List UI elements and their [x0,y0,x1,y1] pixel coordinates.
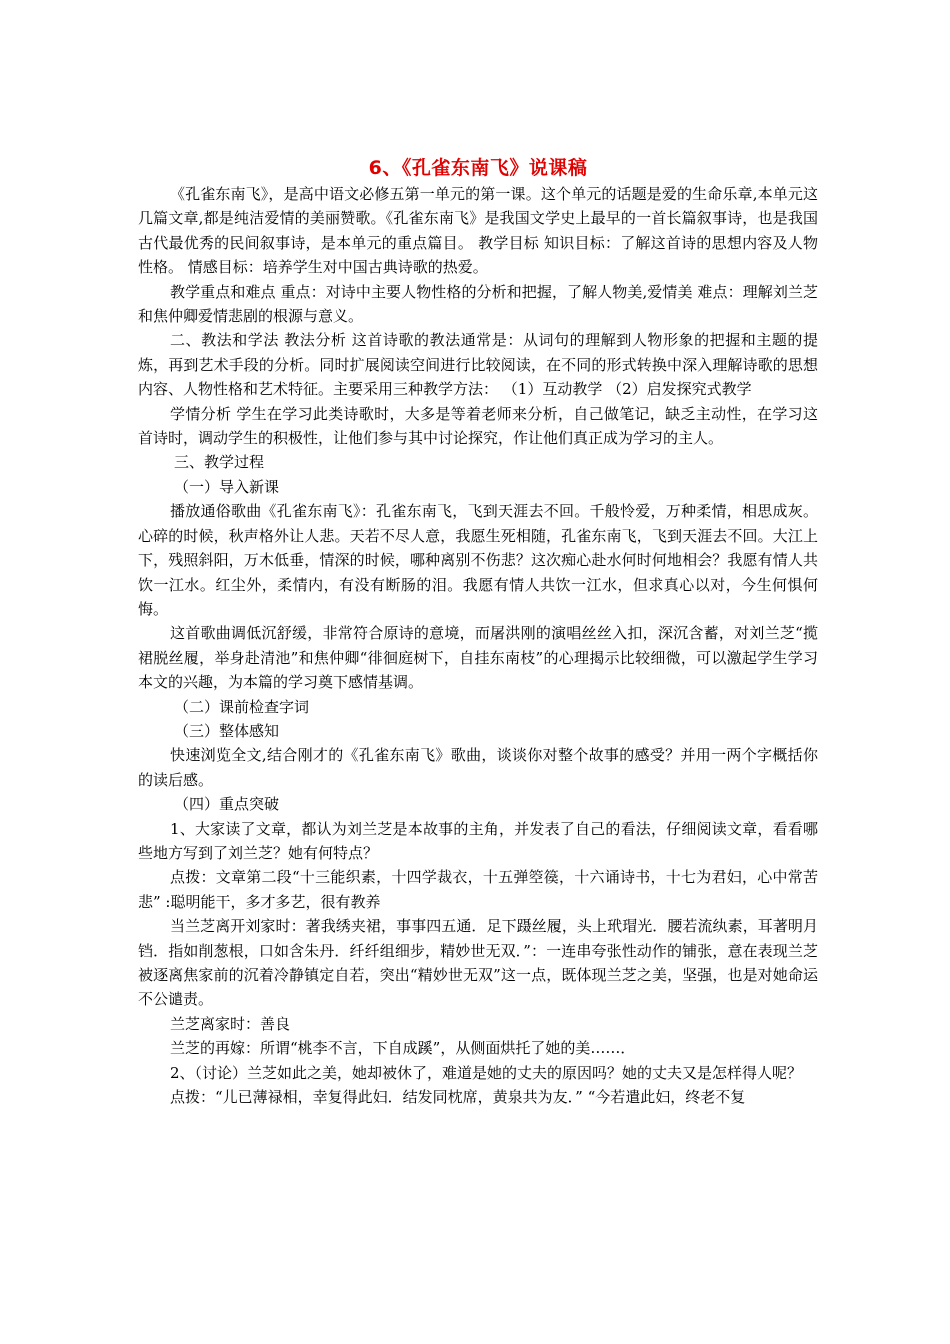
paragraph-intro: 《孔雀东南飞》，是高中语文必修五第一单元的第一课。这个单元的话题是爱的生命乐章,本单元这几篇文章,都是纯洁爱情的美丽赞歌。《孔雀东南飞》是我国文学史上最早的一首长篇叙事诗，也是我国古代最优秀的民间叙事诗，是本单元的重点篇目。 教学目标 知识目标：了解这首诗的思想内容及人物性格。 情感目标：培养学生对中国古典诗歌的热爱。 [138,185,818,277]
paragraph-teaching-methods: 二、教法和学法 教法分析 这首诗歌的教法通常是：从词句的理解到人物形象的把握和主题的提炼，再到艺术手段的分析。同时扩展阅读空间进行比较阅读，在不同的形式转换中深入理解诗歌的思想内容、人物性格和艺术特征。主要采用三种教学方法： （1）互动教学 （2）启发探究式教学 [138,331,818,399]
paragraph-song-analysis: 这首歌曲调低沉舒缓，非常符合原诗的意境，而屠洪刚的演唱丝丝入扣，深沉含蓄，对刘兰芝“揽裙脱丝履，举身赴清池”和焦仲卿“徘徊庭树下，自挂东南枝”的心理揭示比较细微，可以激起学生学习本文的兴趣，为本篇的学习奠下感情基调。 [138,624,818,692]
paragraph-remarriage: 兰芝的再嫁：所谓“桃李不言，下自成蹊”，从侧面烘托了她的美……． [170,1039,636,1058]
section-heading-teaching-process: 三、教学过程 [174,453,265,472]
paragraph-leaving-home: 兰芝离家时：善良 [170,1014,291,1033]
subsection-heading-overall: （三）整体感知 [174,721,280,740]
paragraph-key-points: 教学重点和难点 重点：对诗中主要人物性格的分析和把握，了解人物美,爱情美 难点：理解刘兰芝和焦仲卿爱情悲剧的根源与意义。 [138,282,818,326]
subsection-heading-vocabulary: （二）课前检查字词 [174,697,310,716]
paragraph-question-2: 2、（讨论）兰芝如此之美，她却被休了，难道是她的丈夫的原因吗？她的丈夫又是怎样得人呢？ [170,1063,803,1082]
subsection-heading-introduction: （一）导入新课 [174,477,280,496]
paragraph-hint-2: 点拨：“儿已薄禄相，幸复得此妇．结发同枕席，黄泉共为友．” “今若遣此妇，终老不复 [170,1088,746,1107]
paragraph-leaving-liu: 当兰芝离开刘家时：著我绣夹裙，事事四五通．足下蹑丝履，头上玳瑁光．腰若流纨素，耳著明月铛．指如削葱根，口如含朱丹．纤纤组细步，精妙世无双．”：一连串夸张性动作的铺张，意在表现兰芝被逐离焦家前的沉着冷静镇定自若，突出“精妙世无双”这一点，既体现兰芝之美，坚强，也是对她命运不公谴责。 [138,917,818,1009]
paragraph-learner-analysis: 学情分析 学生在学习此类诗歌时，大多是等着老师来分析，自己做笔记，缺乏主动性，在学习这首诗时，调动学生的积极性，让他们参与其中讨论探究，作让他们真正成为学习的主人。 [138,404,818,448]
paragraph-hint-1: 点拨：文章第二段“十三能织素，十四学裁衣，十五弹箜篌，十六诵诗书，十七为君妇，心中常苦悲” :聪明能干，多才多艺，很有教养 [138,868,818,911]
paragraph-question-1: 1、大家读了文章，都认为刘兰芝是本故事的主角，并发表了自己的看法，仔细阅读文章，看看哪些地方写到了刘兰芝？她有何特点？ [138,819,818,862]
document-page [138,155,818,1109]
document-title: 6、《孔雀东南飞》说课稿 [368,157,588,179]
paragraph-overall-task: 快速浏览全文,结合刚才的《孔雀东南飞》歌曲，谈谈你对整个故事的感受？并用一两个字概括你的读后感。 [138,746,818,789]
subsection-heading-breakthrough: （四）重点突破 [174,795,280,814]
paragraph-song-lyrics: 播放通俗歌曲《孔雀东南飞》：孔雀东南飞，飞到天涯去不回。千般怜爱，万种柔情，相思成灰。心碎的时候，秋声格外让人悲。天若不尽人意，我愿生死相随，孔雀东南飞，飞到天涯去不回。大江上下，残照斜阳，万木低垂，情深的时候，哪种离别不伤悲？这次痴心赴水何时何地相会？我愿有情人共饮一江水。红尘外，柔情内，有没有断肠的泪。我愿有情人共饮一江水，但求真心以对，今生何惧何悔。 [138,502,818,618]
